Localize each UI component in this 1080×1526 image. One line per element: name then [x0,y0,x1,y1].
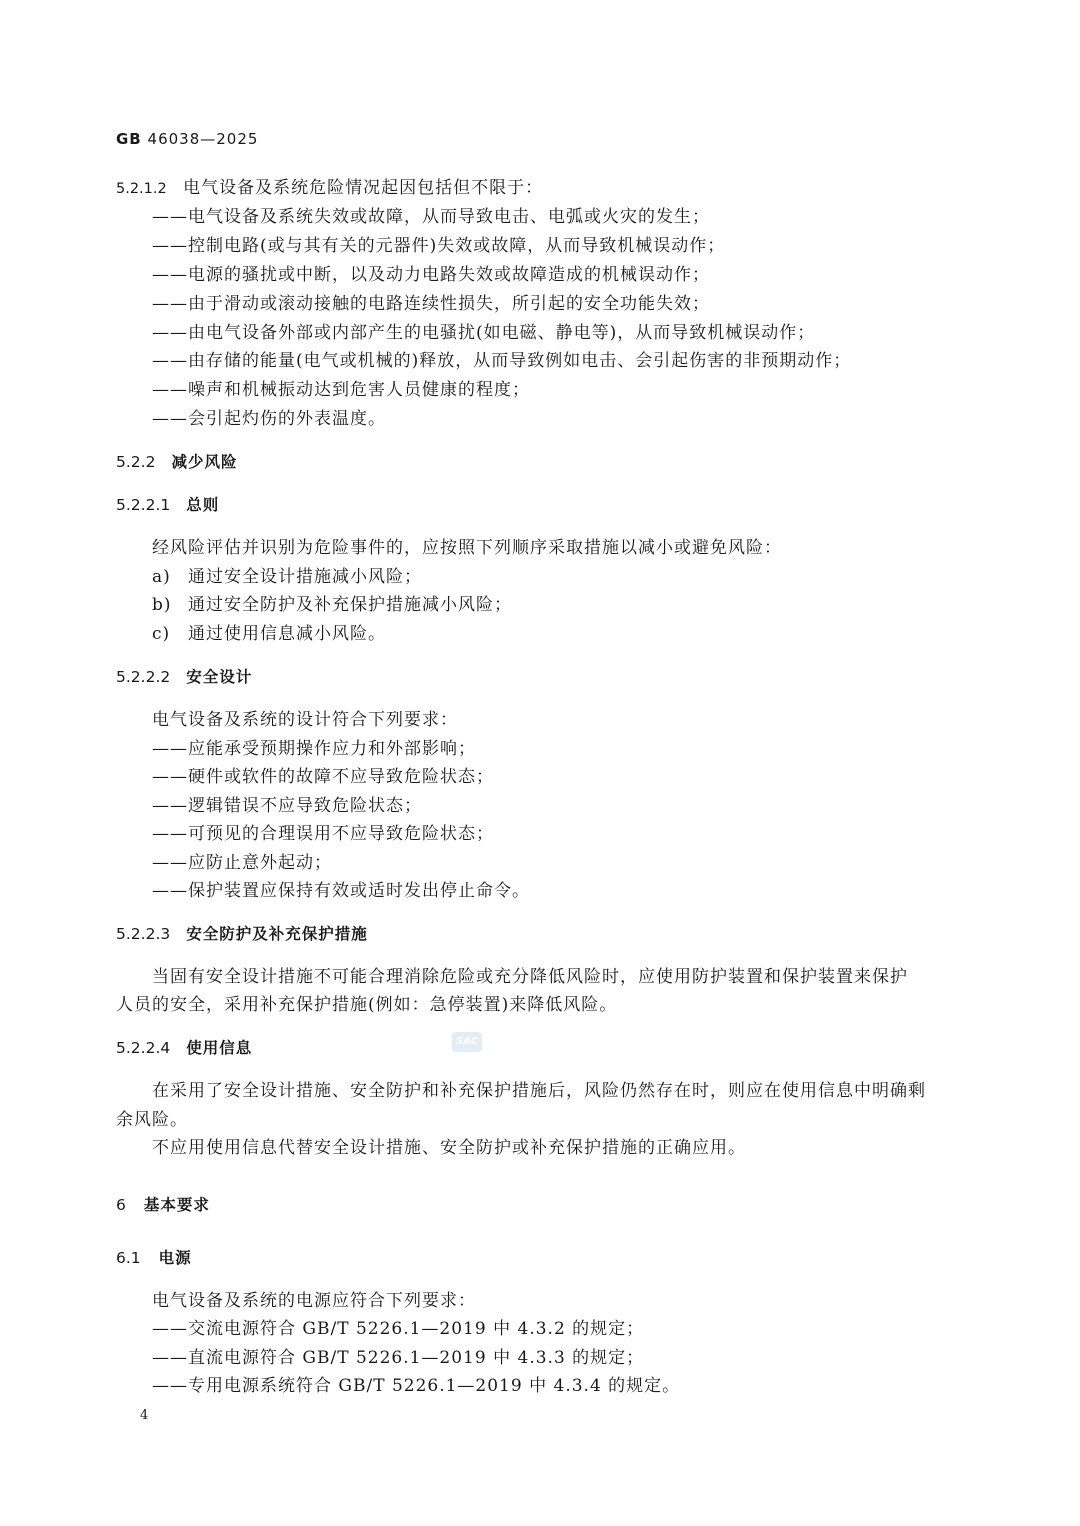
sac-watermark: SAC [452,1032,482,1052]
paragraph-continuation: 余风险。 [116,1110,188,1130]
section-heading-5-2-2-1 [116,494,219,516]
paragraph: 电气设备及系统的电源应符合下列要求： [152,1291,476,1311]
clause-5-2-1-2 [116,177,543,200]
list-label: a) [152,567,171,587]
section-number: 5.2.2.4 [116,1039,171,1057]
list-item: ——应能承受预期操作应力和外部影响； [152,739,476,759]
list-text: 通过使用信息减小风险。 [188,624,386,644]
list-item: ——可预见的合理误用不应导致危险状态； [152,824,494,844]
section-title: 电源 [158,1249,192,1267]
clause-intro: 电气设备及系统危险情况起因包括但不限于： [183,178,544,198]
list-item: ——由存储的能量(电气或机械的)释放，从而导致例如电击、会引起伤害的非预期动作； [152,351,852,371]
paragraph: 经风险评估并识别为危险事件的，应按照下列顺序采取措施以减小或避免风险： [152,538,782,558]
section-title: 安全防护及补充保护措施 [186,925,368,943]
list-label: b) [152,595,172,615]
section-heading-5-2-2 [116,451,237,473]
list-item: ——保护装置应保持有效或适时发出停止命令。 [152,881,530,901]
paragraph: 电气设备及系统的设计符合下列要求： [152,710,458,730]
list-text: 通过安全防护及补充保护措施减小风险； [188,595,512,615]
clause-number: 5.2.1.2 [116,181,167,197]
section-number: 5.2.2 [116,453,156,471]
section-number: 5.2.2.3 [116,925,171,943]
list-item: ——应防止意外起动； [152,853,332,873]
list-item: ——由电气设备外部或内部产生的电骚扰(如电磁、静电等)，从而导致机械误动作； [152,323,816,343]
list-item: ——会引起灼伤的外表温度。 [152,409,386,429]
list-item [152,594,512,616]
chapter-title: 基本要求 [143,1196,210,1214]
section-heading-6-1 [116,1247,192,1269]
list-item: ——专用电源系统符合 GB/T 5226.1—2019 中 4.3.4 的规定。 [152,1376,681,1396]
chapter-heading-6 [116,1194,210,1216]
paragraph: 在采用了安全设计措施、安全防护和补充保护措施后，风险仍然存在时，则应在使用信息中明确剩 [152,1081,926,1101]
chapter-number: 6 [116,1196,126,1214]
section-heading-5-2-2-4 [116,1037,252,1059]
section-title: 总则 [186,496,220,514]
list-item: ——电气设备及系统失效或故障，从而导致电击、电弧或火灾的发生； [152,207,710,227]
doc-number: 46038—2025 [147,130,259,148]
running-header [116,128,258,150]
doc-code: GB [116,130,142,148]
list-item: ——噪声和机械振动达到危害人员健康的程度； [152,380,530,400]
section-title: 减少风险 [171,453,238,471]
section-number: 6.1 [116,1249,141,1267]
paragraph: 当固有安全设计措施不可能合理消除危险或充分降低风险时，应使用防护装置和保护装置来保护 [152,967,908,987]
list-item: ——由于滑动或滚动接触的电路连续性损失，所引起的安全功能失效； [152,294,710,314]
list-item [152,623,386,645]
list-item: ——交流电源符合 GB/T 5226.1—2019 中 4.3.2 的规定； [152,1319,645,1339]
section-number: 5.2.2.1 [116,496,171,514]
section-title: 安全设计 [186,668,253,686]
paragraph-continuation: 人员的安全，采用补充保护措施(例如：急停装置)来降低风险。 [116,995,618,1015]
paragraph: 不应用使用信息代替安全设计措施、安全防护或补充保护措施的正确应用。 [152,1138,746,1158]
section-heading-5-2-2-2 [116,666,252,688]
section-number: 5.2.2.2 [116,668,171,686]
section-heading-5-2-2-3 [116,923,368,945]
list-item: ——直流电源符合 GB/T 5226.1—2019 中 4.3.3 的规定； [152,1348,645,1368]
list-item: ——逻辑错误不应导致危险状态； [152,796,422,816]
list-item: ——硬件或软件的故障不应导致危险状态； [152,767,494,787]
list-item: ——控制电路(或与其有关的元器件)失效或故障，从而导致机械误动作； [152,236,726,256]
list-item: ——电源的骚扰或中断，以及动力电路失效或故障造成的机械误动作； [152,265,710,285]
page-number: 4 [140,1408,149,1423]
list-item [152,566,422,588]
section-title: 使用信息 [186,1039,253,1057]
list-text: 通过安全设计措施减小风险； [188,567,422,587]
list-label: c) [152,624,171,644]
